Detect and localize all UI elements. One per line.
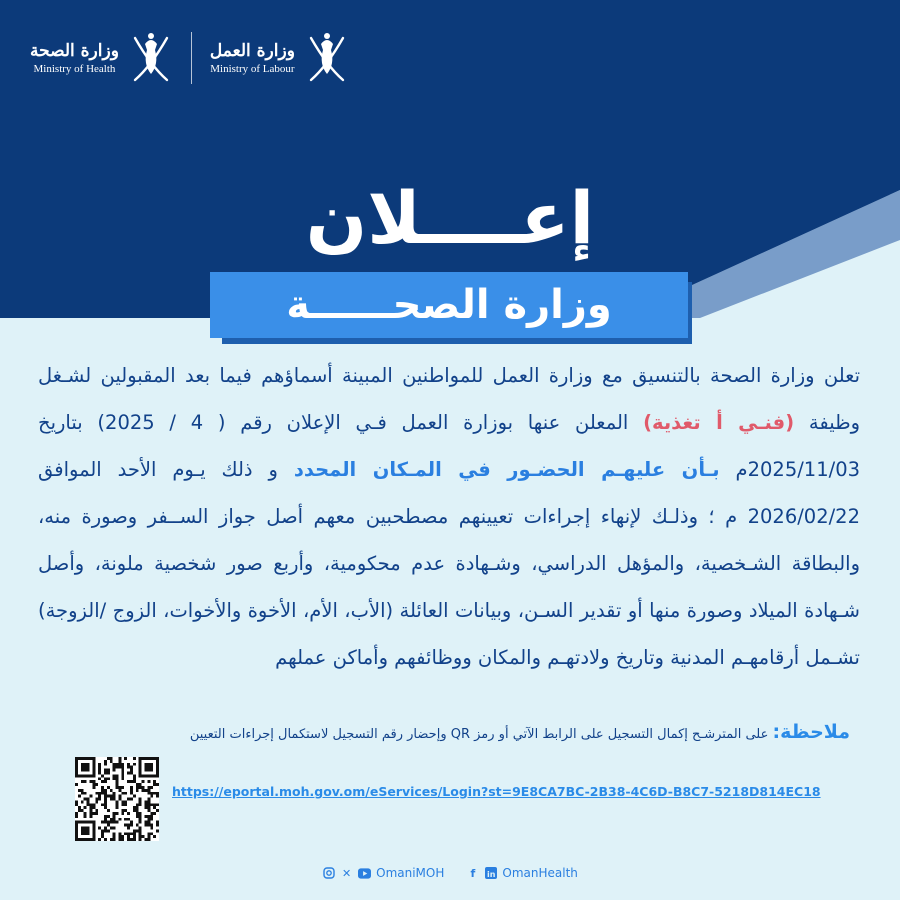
health-handle[interactable]: OmanHealth [502, 866, 578, 880]
registration-qr-code[interactable] [75, 757, 159, 841]
x-twitter-icon[interactable]: ✕ [342, 866, 352, 880]
moh-logo-arabic: وزارة الصحة [30, 41, 119, 61]
body-paragraph-2: المعلن عنها بوزارة العمل فـي الإعلان رقم ( 4 / 2025) بتاريخ 2025/11/03م [38, 411, 861, 481]
ministry-of-labour-logo [210, 30, 349, 86]
youtube-icon[interactable] [358, 867, 371, 880]
moh-handle[interactable]: OmaniMOH [376, 866, 445, 880]
body-paragraph-1: تعلن وزارة الصحة بالتنسيق مع وزارة العمل للمواطنين المبينة أسماؤهم فيما بعد المقبولين لشـغل وظيفة [38, 364, 861, 434]
registration-link[interactable]: https://eportal.moh.gov.om/eServices/Login?st=9E8CA7BC-2B38-4C6D-B8C7-5218D814EC18 [172, 784, 821, 799]
oman-khanjar-emblem-icon [129, 30, 173, 86]
instagram-icon[interactable] [322, 867, 335, 880]
note-text: على المترشـح إكمال التسجيل على الرابط الآتي أو رمز QR وإحضار رقم التسجيل لاستكمال إجراءات التعيين [189, 727, 769, 742]
moh-logo-english: Ministry of Health [33, 63, 116, 75]
mol-logo-english: Ministry of Labour [210, 63, 295, 75]
facebook-icon[interactable]: f [470, 866, 476, 880]
job-title-highlight: (فنـي أ تغذية) [643, 411, 795, 434]
note-label: ملاحظة: [772, 721, 850, 743]
mol-logo-arabic: وزارة العمل [209, 41, 295, 61]
announcement-title: إعــــلان [305, 176, 595, 260]
logo-divider [191, 32, 192, 84]
svg-text:in: in [486, 870, 496, 879]
header-logos [30, 30, 349, 86]
attendance-highlight: بـأن عليهـم الحضـور في المـكان المحدد [293, 458, 720, 481]
health-social [466, 866, 578, 880]
announcement-body [38, 352, 860, 681]
moh-social [322, 866, 444, 880]
registration-note [70, 718, 850, 749]
linkedin-icon[interactable] [484, 867, 497, 880]
ministry-banner: وزارة الصحــــــة [210, 272, 688, 338]
oman-khanjar-emblem-icon [305, 30, 349, 86]
body-paragraph-3: و ذلك يـوم الأحد الموافق 2026/02/22 م ؛ وذلـك لإنهاء إجراءات تعيينهم مصطحبين معهم أصل جواز الســفر وصورة منه، والبطاقة الشـخصية، والمؤهل الدراسي، وشـهادة عدم محكومية، وأربع صور شخصية ملونة، وأصل شـهادة الميلاد وصورة منها أو تقدير السـن، وبيانات العائلة (الأب، الأم، الأخوة والأخوات، الزوج /الزوجة) تشـمل أرقامهـم المدنية وتاريخ ولادتهـم والمكان ووظائفهم وأماكن عملهم [38, 458, 860, 669]
ministry-of-health-logo [30, 30, 173, 86]
footer-social [0, 866, 900, 880]
